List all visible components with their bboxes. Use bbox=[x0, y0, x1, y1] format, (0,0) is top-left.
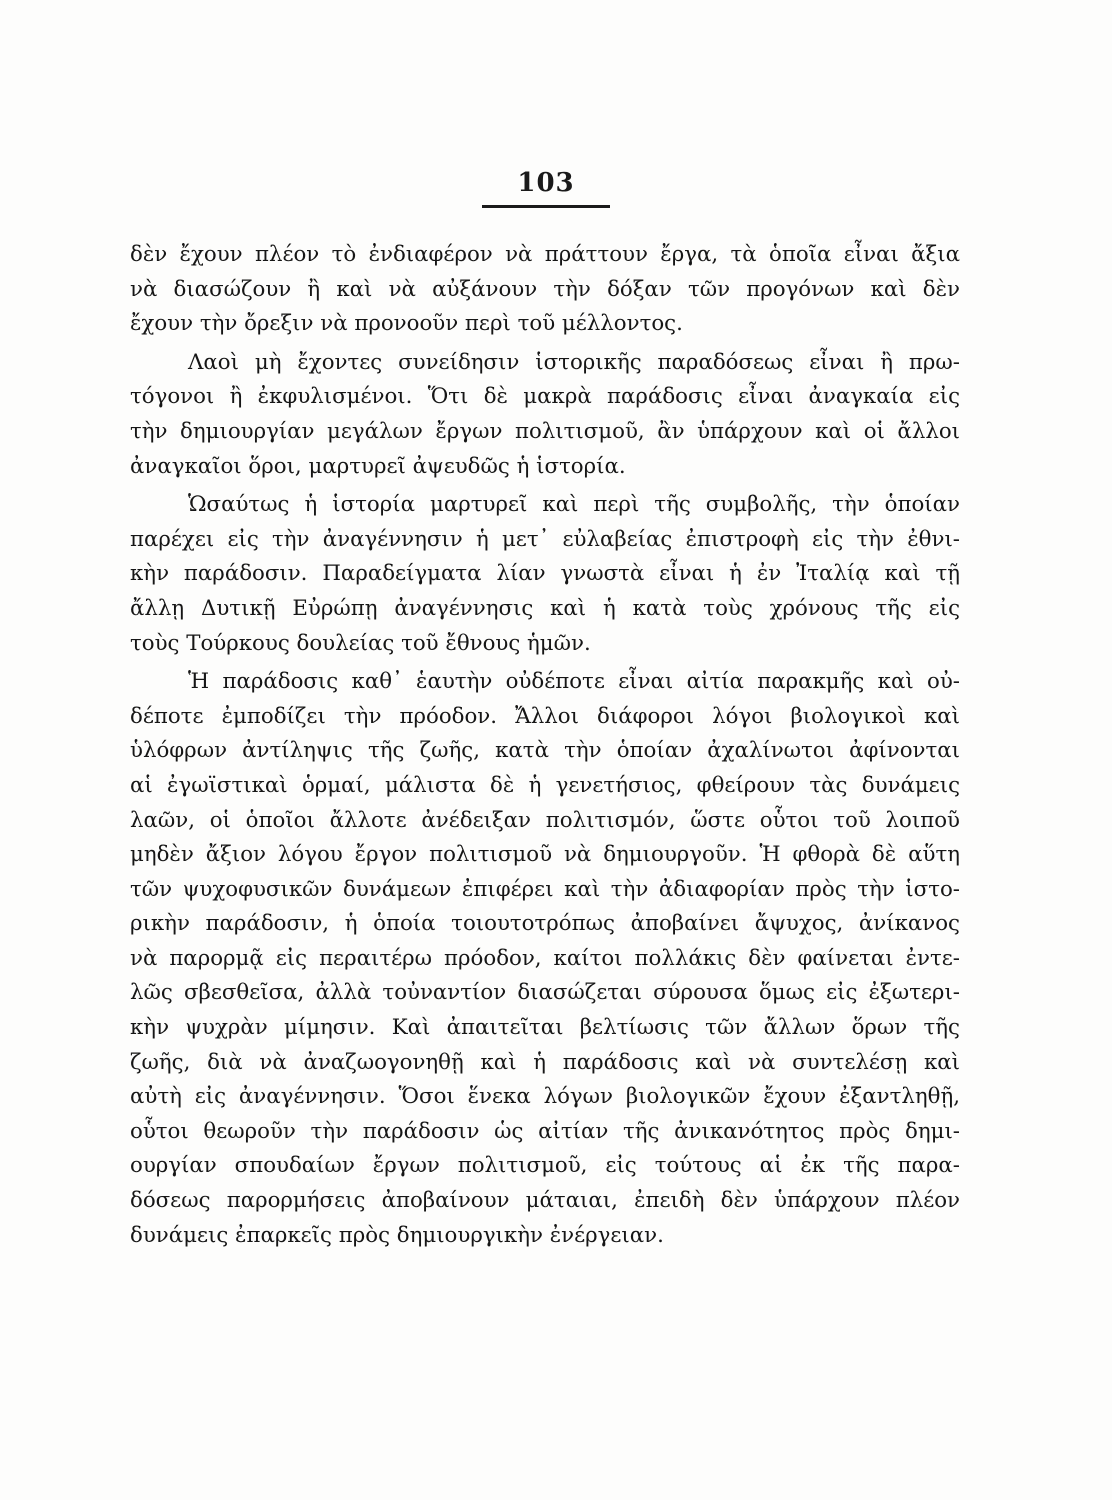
text-line: δέποτε ἐμποδίζει τὴν πρόοδον. Ἄλλοι διάφοροι λόγοι βιολογικοὶ καὶ bbox=[130, 703, 960, 729]
text-line: δόσεως παρορμήσεις ἀποβαίνουν μάταιαι, ἐπειδὴ δὲν ὑπάρχουν πλέον bbox=[130, 1188, 960, 1214]
text-line: αὐτὴ εἰς ἀναγέννησιν. Ὅσοι ἕνεκα λόγων βιολογικῶν ἔχουν ἐξαντληθῇ, bbox=[130, 1084, 960, 1110]
paragraph-4 bbox=[130, 665, 960, 1253]
text-line: αἱ ἐγωϊστικαὶ ὁρμαί, μάλιστα δὲ ἡ γενετήσιος, φθείρουν τὰς δυνάμεις bbox=[130, 772, 960, 798]
text-line: ἔχουν τὴν ὄρεξιν νὰ προνοοῦν περὶ τοῦ μέλλοντος. bbox=[130, 311, 683, 337]
paragraph-3 bbox=[130, 488, 960, 661]
text-line: νὰ παρορμᾷ εἰς περαιτέρω πρόοδον, καίτοι πολλάκις δὲν φαίνεται ἐντε- bbox=[130, 945, 960, 971]
text-line: κὴν ψυχρὰν μίμησιν. Καὶ ἀπαιτεῖται βελτίωσις τῶν ἄλλων ὅρων τῆς bbox=[130, 1015, 960, 1041]
text-line: ζωῆς, διὰ νὰ ἀναζωογονηθῇ καὶ ἡ παράδοσις καὶ νὰ συντελέσῃ καὶ bbox=[130, 1049, 960, 1075]
text-line: τῶν ψυχοφυσικῶν δυνάμεων ἐπιφέρει καὶ τὴν ἀδιαφορίαν πρὸς τὴν ἱστο- bbox=[130, 876, 960, 902]
page-number-rule bbox=[482, 205, 610, 208]
text-line: ἄλλῃ Δυτικῇ Εὐρώπῃ ἀναγέννησις καὶ ἡ κατὰ τοὺς χρόνους τῆς εἰς bbox=[130, 595, 960, 621]
text-line: Ἡ παράδοσις καθ᾽ ἑαυτὴν οὐδέποτε εἶναι αἰτία παρακμῆς καὶ οὐ- bbox=[188, 669, 960, 695]
text-line: ρικὴν παράδοσιν, ἡ ὁποία τοιουτοτρόπως ἀποβαίνει ἄψυχος, ἀνίκανος bbox=[130, 911, 960, 937]
text-line: τοὺς Τούρκους δουλείας τοῦ ἔθνους ἡμῶν. bbox=[130, 630, 591, 656]
text-line: οὗτοι θεωροῦν τὴν παράδοσιν ὡς αἰτίαν τῆς ἀνικανότητος πρὸς δημι- bbox=[130, 1118, 960, 1144]
paragraph-2 bbox=[130, 346, 960, 484]
text-line: λαῶν, οἱ ὁποῖοι ἄλλοτε ἀνέδειξαν πολιτισμόν, ὥστε οὗτοι τοῦ λοιποῦ bbox=[130, 807, 960, 833]
text-line: ουργίαν σπουδαίων ἔργων πολιτισμοῦ, εἰς τούτους αἱ ἐκ τῆς παρα- bbox=[130, 1153, 960, 1179]
text-line: δυνάμεις ἐπαρκεῖς πρὸς δημιουργικὴν ἐνέργειαν. bbox=[130, 1222, 664, 1248]
body-text bbox=[130, 238, 960, 1253]
text-line: Λαοὶ μὴ ἔχοντες συνείδησιν ἱστορικῆς παραδόσεως εἶναι ἢ πρω- bbox=[188, 349, 960, 375]
text-line: Ὡσαύτως ἡ ἱστορία μαρτυρεῖ καὶ περὶ τῆς συμβολῆς, τὴν ὁποίαν bbox=[188, 492, 960, 518]
text-line: τὴν δημιουργίαν μεγάλων ἔργων πολιτισμοῦ, ἂν ὑπάρχουν καὶ οἱ ἄλλοι bbox=[130, 418, 960, 444]
text-line: λῶς σβεσθεῖσα, ἀλλὰ τοὐναντίον διασώζεται σύρουσα ὅμως εἰς ἐξωτερι- bbox=[130, 980, 960, 1006]
text-line: τόγονοι ἢ ἐκφυλισμένοι. Ὅτι δὲ μακρὰ παράδοσις εἶναι ἀναγκαία εἰς bbox=[130, 384, 960, 410]
paragraph-1 bbox=[130, 238, 960, 342]
text-line: δὲν ἔχουν πλέον τὸ ἐνδιαφέρον νὰ πράττουν ἔργα, τὰ ὁποῖα εἶναι ἄξια bbox=[130, 242, 960, 267]
text-line: κὴν παράδοσιν. Παραδείγματα λίαν γνωστὰ εἶναι ἡ ἐν Ἰταλίᾳ καὶ τῇ bbox=[130, 561, 960, 587]
page-number: 103 bbox=[517, 168, 575, 198]
text-line: μηδὲν ἄξιον λόγου ἔργον πολιτισμοῦ νὰ δημιουργοῦν. Ἡ φθορὰ δὲ αὕτη bbox=[130, 842, 960, 868]
text-line: παρέχει εἰς τὴν ἀναγέννησιν ἡ μετ᾽ εὐλαβείας ἐπιστροφὴ εἰς τὴν ἐθνι- bbox=[130, 526, 960, 552]
text-line: ἀναγκαῖοι ὅροι, μαρτυρεῖ ἀψευδῶς ἡ ἱστορία. bbox=[130, 453, 626, 479]
text-line: νὰ διασώζουν ἢ καὶ νὰ αὐξάνουν τὴν δόξαν τῶν προγόνων καὶ δὲν bbox=[130, 276, 960, 302]
text-line: ὑλόφρων ἀντίληψις τῆς ζωῆς, κατὰ τὴν ὁποίαν ἀχαλίνωτοι ἀφίνονται bbox=[130, 738, 960, 764]
